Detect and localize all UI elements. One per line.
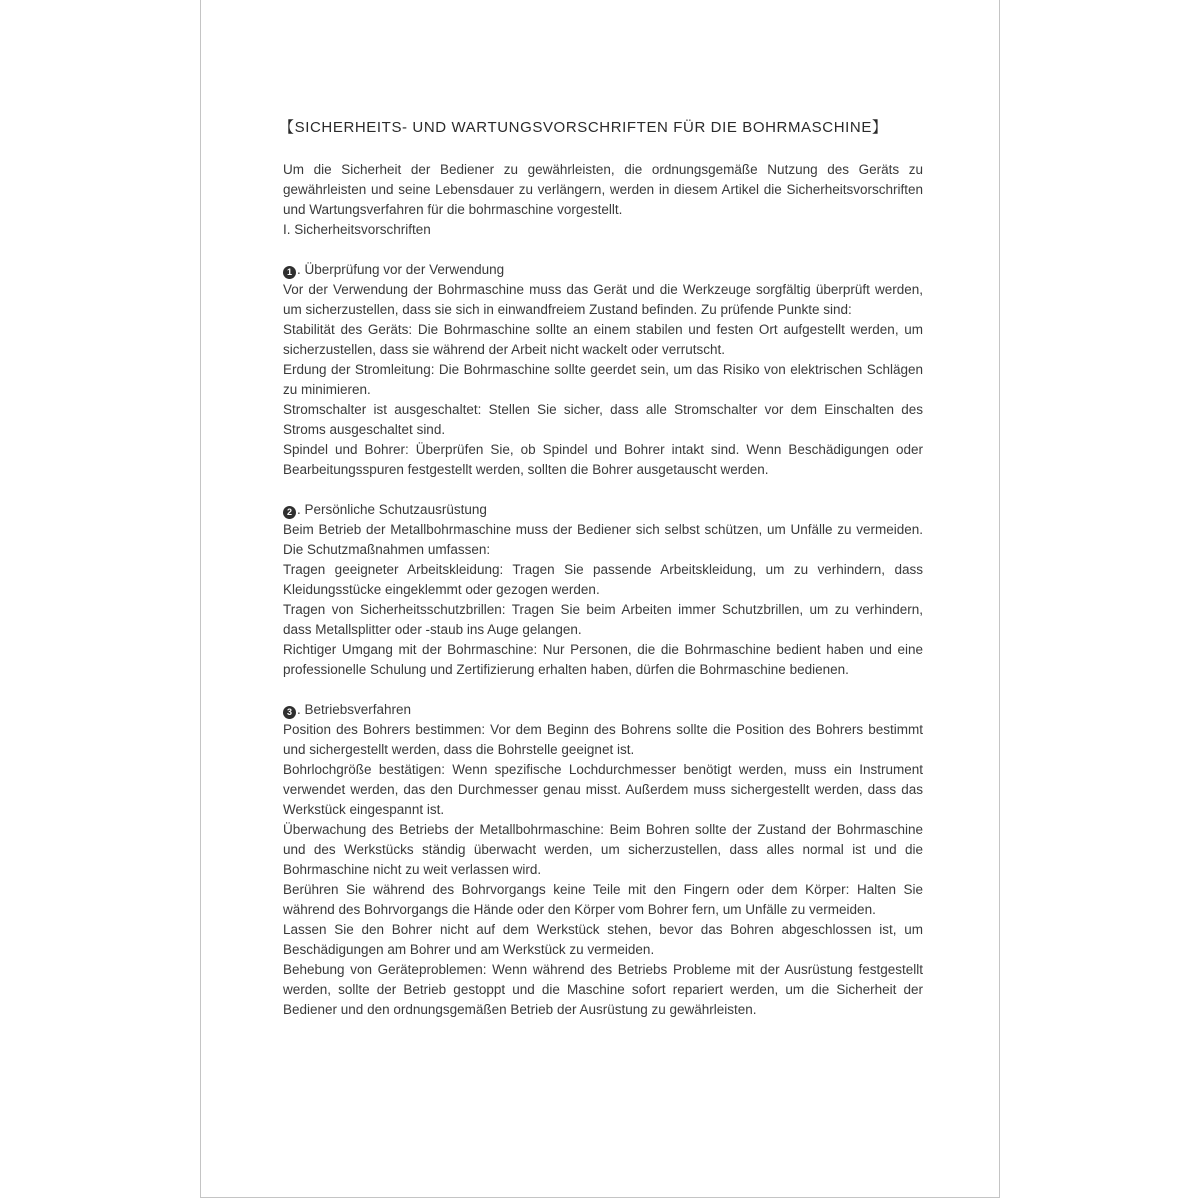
intro-paragraph bbox=[283, 160, 923, 240]
section-heading-text: . Persönliche Schutzausrüstung bbox=[297, 502, 487, 517]
paragraph: Überwachung des Betriebs der Metallbohrmaschine: Beim Bohren sollte der Zustand der Bohrmaschine und des Werkstücks ständig überwacht werden, um sicherzustellen, dass alles normal ist und die Bohrmaschine nicht zu weit verlassen wird. bbox=[283, 822, 923, 877]
paragraph: Beim Betrieb der Metallbohrmaschine muss der Bediener sich selbst schützen, um Unfälle zu vermeiden. Die Schutzmaßnahmen umfassen: bbox=[283, 522, 923, 557]
paragraph: Vor der Verwendung der Bohrmaschine muss das Gerät und die Werkzeuge sorgfältig überprüft werden, um sicherzustellen, dass sie sich in einwandfreiem Zustand befinden. Zu prüfende Punkte sind: bbox=[283, 282, 923, 317]
section-3 bbox=[283, 700, 923, 1020]
spacer bbox=[283, 680, 923, 700]
section-heading bbox=[283, 260, 923, 280]
spacer bbox=[283, 480, 923, 500]
paragraph: Lassen Sie den Bohrer nicht auf dem Werkstück stehen, bevor das Bohren abgeschlossen ist, um Beschädigungen am Bohrer und am Werkstück zu vermeiden. bbox=[283, 922, 923, 957]
paragraph: Berühren Sie während des Bohrvorgangs keine Teile mit den Fingern oder dem Körper: Halten Sie während des Bohrvorgangs die Hände oder den Körper vom Bohrer fern, um Unfälle zu vermeiden. bbox=[283, 882, 923, 917]
paragraph: Spindel und Bohrer: Überprüfen Sie, ob Spindel und Bohrer intakt sind. Wenn Beschädigungen oder Bearbeitungsspuren festgestellt werden, sollten die Bohrer ausgetauscht werden. bbox=[283, 442, 923, 477]
paragraph: Behebung von Geräteproblemen: Wenn während des Betriebs Probleme mit der Ausrüstung festgestellt werden, sollte der Betrieb gestoppt und die Maschine sofort repariert werden, um die Sicherheit der Bediener und den ordnungsgemäßen Betrieb der Ausrüstung zu gewährleisten. bbox=[283, 962, 923, 1017]
paragraph: Tragen geeigneter Arbeitskleidung: Tragen Sie passende Arbeitskleidung, um zu verhindern, dass Kleidungsstücke eingeklemmt oder gezogen werden. bbox=[283, 562, 923, 597]
paragraph: Erdung der Stromleitung: Die Bohrmaschine sollte geerdet sein, um das Risiko von elektrischen Schlägen zu minimieren. bbox=[283, 362, 923, 397]
section-2 bbox=[283, 500, 923, 680]
intro-text: Um die Sicherheit der Bediener zu gewährleisten, die ordnungsgemäße Nutzung des Geräts zu gewährleisten und seine Lebensdauer zu verlängern, werden in diesem Artikel die Sicherheitsvorschriften und Wartungsverfahren für die bohrmaschine vorgestellt. bbox=[283, 162, 923, 217]
section-1 bbox=[283, 260, 923, 480]
paragraph: Stromschalter ist ausgeschaltet: Stellen Sie sicher, dass alle Stromschalter vor dem Einschalten des Stroms ausgeschaltet sind. bbox=[283, 402, 923, 437]
paragraph: Tragen von Sicherheitsschutzbrillen: Tragen Sie beim Arbeiten immer Schutzbrillen, um zu verhindern, dass Metallsplitter oder -staub ins Auge gelangen. bbox=[283, 602, 923, 637]
number-badge-icon: 2 bbox=[283, 506, 296, 519]
paragraph: Position des Bohrers bestimmen: Vor dem Beginn des Bohrens sollte die Position des Bohrers bestimmt und sichergestellt werden, dass die Bohrstelle geeignet ist. bbox=[283, 722, 923, 757]
section-heading bbox=[283, 500, 923, 520]
section-heading-text: . Überprüfung vor der Verwendung bbox=[297, 262, 505, 277]
document-page bbox=[200, 0, 1000, 1198]
section-heading bbox=[283, 700, 923, 720]
section-heading-text: . Betriebsverfahren bbox=[297, 702, 412, 717]
document-content bbox=[279, 118, 923, 1020]
number-badge-icon: 1 bbox=[283, 266, 296, 279]
paragraph: Bohrlochgröße bestätigen: Wenn spezifische Lochdurchmesser benötigt werden, muss ein Instrument verwendet werden, das den Durchmesser genau misst. Außerdem muss sichergestellt werden, dass das Werkstück eingespannt ist. bbox=[283, 762, 923, 817]
spacer bbox=[283, 240, 923, 260]
paragraph: Richtiger Umgang mit der Bohrmaschine: Nur Personen, die die Bohrmaschine bedient haben und eine professionelle Schulung und Zertifizierung erhalten haben, dürfen die Bohrmaschine bedienen. bbox=[283, 642, 923, 677]
number-badge-icon: 3 bbox=[283, 706, 296, 719]
document-title: 【SICHERHEITS- UND WARTUNGSVORSCHRIFTEN FÜR DIE BOHRMASCHINE】 bbox=[279, 119, 888, 136]
paragraph: Stabilität des Geräts: Die Bohrmaschine sollte an einem stabilen und festen Ort aufgestellt werden, um sicherzustellen, dass sie während der Arbeit nicht wackelt oder verrutscht. bbox=[283, 322, 923, 357]
part-heading: I. Sicherheitsvorschriften bbox=[283, 222, 431, 237]
